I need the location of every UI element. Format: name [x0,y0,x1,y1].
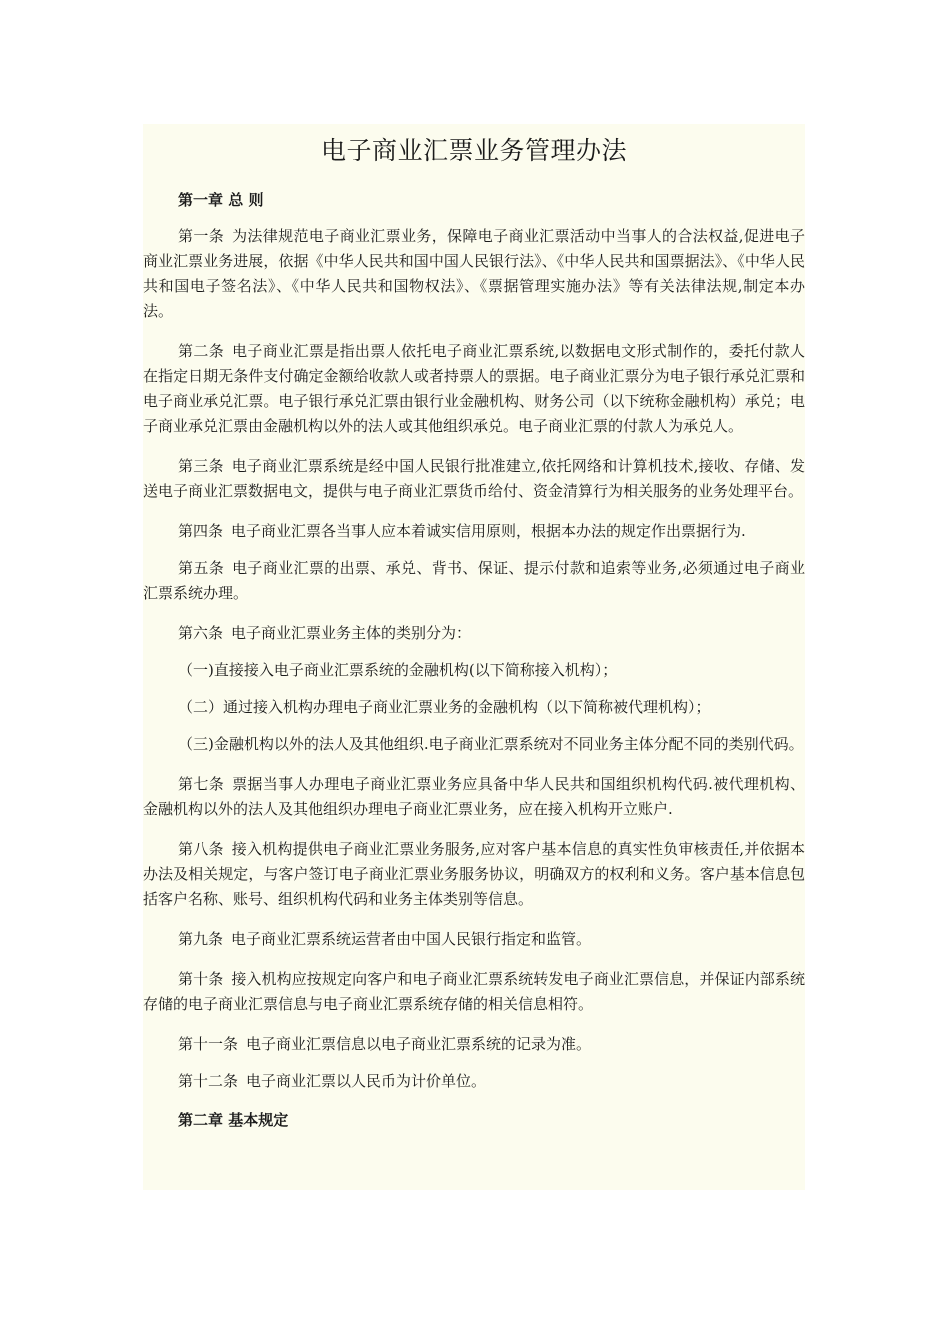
article-label: 第七条 [178,775,225,793]
article-9 [143,927,805,952]
article-text: 电子商业汇票业务主体的类别分为： [231,624,472,642]
article-12 [143,1069,805,1094]
article-text: （一)直接接入电子商业汇票系统的金融机构(以下简称接入机构）； [178,661,618,679]
article-6-item-2 [143,695,805,720]
article-label: 第九条 [178,930,224,948]
article-text: 电子商业汇票各当事人应本着诚实信用原则，根据本办法的规定作出票据行为. [231,522,746,540]
article-label: 第四条 [178,522,224,540]
article-label: 第六条 [178,624,224,642]
article-text: 电子商业汇票系统是经中国人民银行批准建立,依托网络和计算机技术,接收、存储、发送电子商业汇票数据电文，提供与电子商业汇票货币给付、资金清算行为相关服务的业务处理平台。 [143,457,805,500]
article-label: 第十一条 [178,1035,239,1053]
article-6-item-1 [143,658,805,683]
article-text: （三)金融机构以外的法人及其他组织.电子商业汇票系统对不同业务主体分配不同的类别代码。 [178,735,804,753]
article-2 [143,339,805,439]
article-6-item-3 [143,732,805,757]
article-text: 票据当事人办理电子商业汇票业务应具备中华人民共和国组织机构代码.被代理机构、金融机构以外的法人及其他组织办理电子商业汇票业务，应在接入机构开立账户. [143,775,805,818]
article-label: 第二条 [178,342,225,360]
article-11 [143,1032,805,1057]
article-label: 第十二条 [178,1072,239,1090]
chapter-heading-1: 第一章 总 则 [178,191,264,209]
article-5 [143,556,805,606]
article-1 [143,224,805,324]
article-text: 接入机构应按规定向客户和电子商业汇票系统转发电子商业汇票信息，并保证内部系统存储的电子商业汇票信息与电子商业汇票系统存储的相关信息相符。 [143,970,805,1013]
document-title: 电子商业汇票业务管理办法 [320,136,627,165]
article-text: 电子商业汇票是指出票人依托电子商业汇票系统,以数据电文形式制作的，委托付款人在指定日期无条件支付确定金额给收款人或者持票人的票据。电子商业汇票分为电子银行承兑汇票和电子商业承兑汇票。电子银行承兑汇票由银行业金融机构、财务公司（以下统称金融机构）承兑；电子商业承兑汇票由金融机构以外的法人或其他组织承兑。电子商业汇票的付款人为承兑人。 [143,342,805,435]
chapter-heading-2: 第二章 基本规定 [178,1111,289,1129]
article-text: 电子商业汇票信息以电子商业汇票系统的记录为准。 [246,1035,592,1053]
article-7 [143,772,805,822]
article-8 [143,837,805,912]
article-label: 第五条 [178,559,225,577]
article-label: 第十条 [178,970,224,988]
article-label: 第一条 [178,227,225,245]
article-text: 接入机构提供电子商业汇票业务服务,应对客户基本信息的真实性负审核责任,并依据本办法及相关规定，与客户签订电子商业汇票业务服务协议，明确双方的权利和义务。客户基本信息包括客户名称、账号、组织机构代码和业务主体类别等信息。 [143,840,805,908]
article-3 [143,454,805,504]
article-text: 电子商业汇票的出票、承兑、背书、保证、提示付款和追索等业务,必须通过电子商业汇票系统办理。 [143,559,805,602]
article-label: 第三条 [178,457,224,475]
article-10 [143,967,805,1017]
article-text: 电子商业汇票系统运营者由中国人民银行指定和监管。 [231,930,592,948]
article-label: 第八条 [178,840,224,858]
article-6 [143,621,805,646]
document-page [143,124,805,1190]
article-text: 为法律规范电子商业汇票业务，保障电子商业汇票活动中当事人的合法权益,促进电子商业汇票业务进展，依据《中华人民共和国中国人民银行法》、《中华人民共和国票据法》、《中华人民共和国电子签名法》、《中华人民共和国物权法》、《票据管理实施办法》等有关法律法规,制定本办法。 [143,227,805,320]
article-text: （二）通过接入机构办理电子商业汇票业务的金融机构（以下简称被代理机构）； [178,698,711,716]
article-text: 电子商业汇票以人民币为计价单位。 [246,1072,487,1090]
article-4 [143,519,805,544]
